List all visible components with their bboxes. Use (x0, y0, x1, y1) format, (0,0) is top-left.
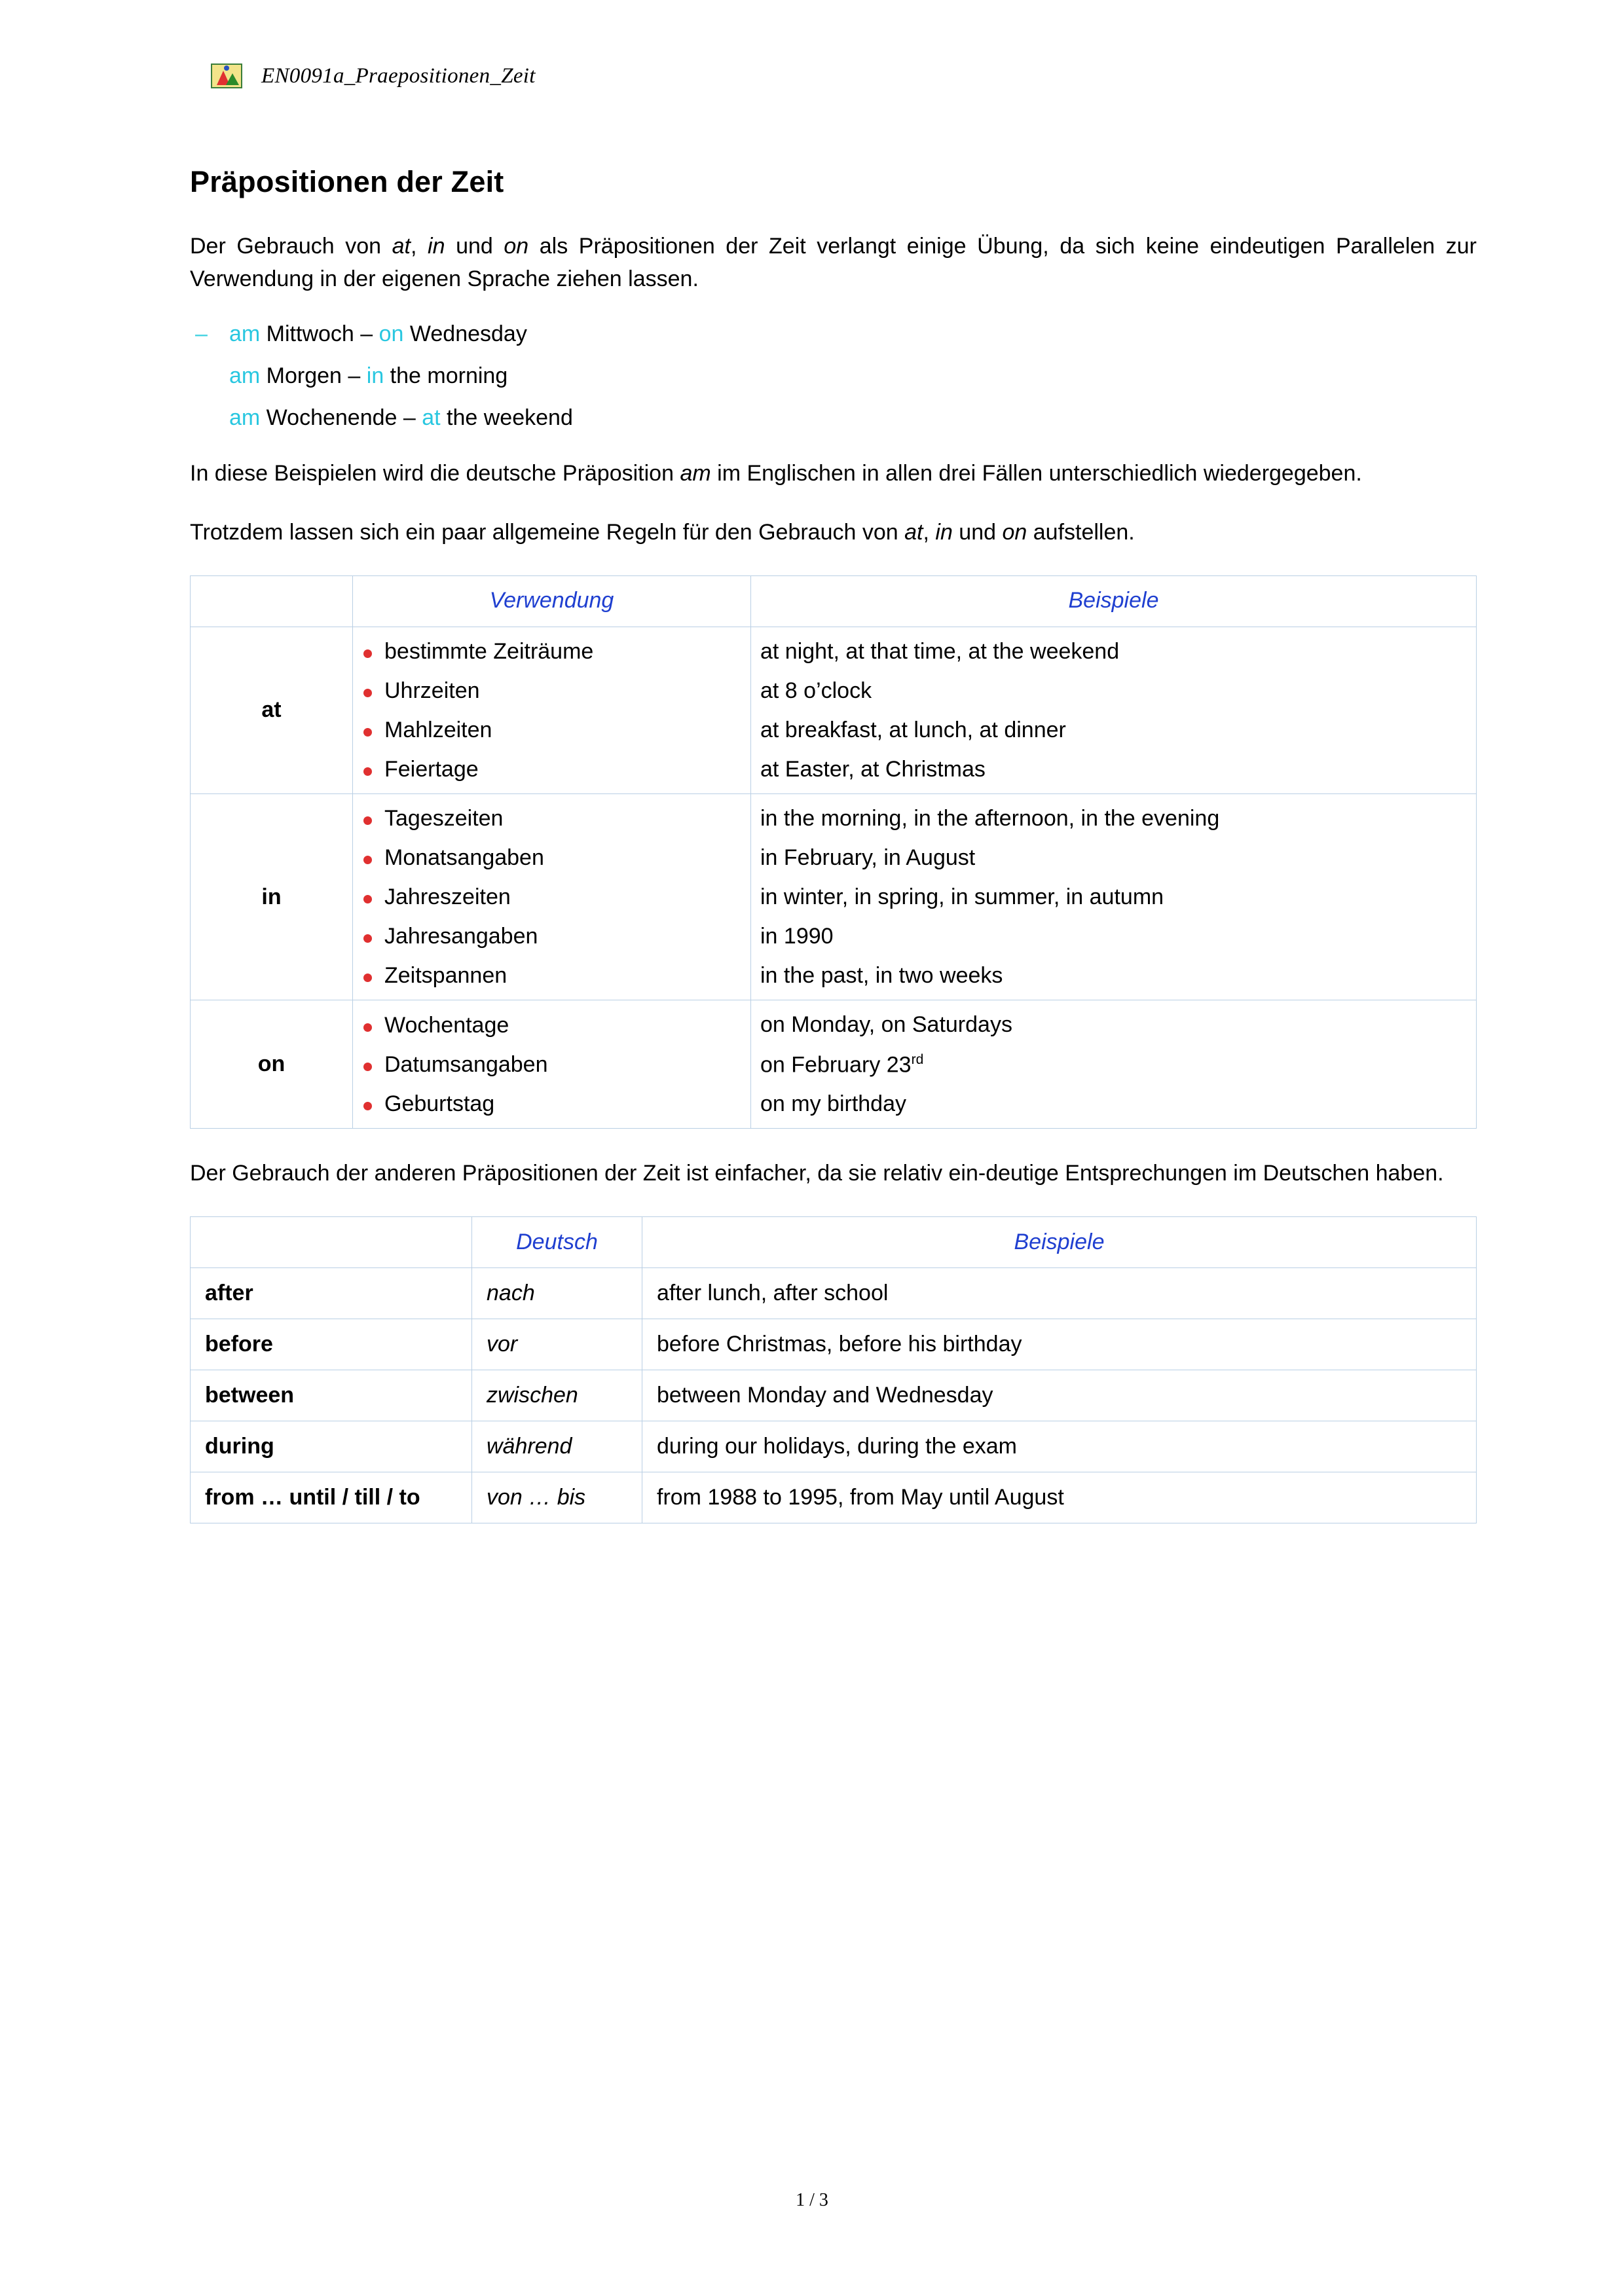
table-row (191, 1000, 1477, 1129)
examples-cell-in (751, 794, 1477, 1000)
usage-cell-in (353, 794, 751, 1000)
list-item (190, 321, 1477, 346)
other-prepositions-table (190, 1216, 1477, 1523)
intro-text-d: als Präpositionen der Zeit verlangt einige Übung, da sich keine eindeutigen Parallelen zur Verwendung in der eigenen Sprache ziehen lassen. (190, 234, 1477, 291)
intro-text-c: und (445, 234, 504, 259)
preposition-example: before Christmas, before his birthday (642, 1319, 1477, 1370)
table-header-row (191, 575, 1477, 627)
preposition-example: between Monday and Wednesday (642, 1370, 1477, 1421)
preposition-example: from 1988 to 1995, from May until August (642, 1472, 1477, 1523)
page-footer: 1 / 3 (796, 2190, 828, 2210)
examples-cell-on (751, 1000, 1477, 1129)
paragraph-two-a: In diese Beispielen wird die deutsche Präposition (190, 461, 680, 486)
table-row (191, 794, 1477, 1000)
usage-cell-on (353, 1000, 751, 1129)
paragraph-three-d: aufstellen. (1027, 520, 1135, 545)
list-item (190, 405, 1477, 430)
table-row (191, 1267, 1477, 1319)
examples-cell-at (751, 627, 1477, 793)
page-content (190, 59, 1477, 1552)
document-file-title: EN0091a_Praepositionen_Zeit (261, 64, 536, 88)
intro-prep-at: at (392, 234, 411, 259)
example-de-prep: am (229, 321, 261, 347)
preposition-german: vor (472, 1319, 642, 1370)
preposition-english: after (191, 1267, 472, 1319)
paragraph-three-on: on (1002, 520, 1027, 545)
example-date-suffix: rd (911, 1051, 924, 1067)
example-list (190, 321, 1477, 430)
list-item: Monatsangaben (353, 845, 750, 870)
example-de-rest: Morgen – (260, 363, 367, 389)
list-item: Uhrzeiten (353, 678, 750, 703)
table-header-empty (191, 575, 353, 627)
prepositions-table (190, 575, 1477, 1129)
list-item: on Monday, on Saturdays (760, 1012, 1012, 1038)
document-header (206, 59, 1477, 93)
example-en-rest: the weekend (440, 405, 573, 431)
list-item: at 8 o’clock (760, 678, 872, 703)
paragraph-two-italic: am (680, 461, 711, 486)
paragraph-two-b: im Englischen in allen drei Fällen unterschiedlich wiedergegeben. (710, 461, 1362, 486)
intro-text-a: Der Gebrauch von (190, 234, 392, 259)
table-header-row (191, 1216, 1477, 1267)
list-item: Jahresangaben (353, 924, 750, 949)
list-item: Jahreszeiten (353, 884, 750, 909)
table-row (191, 1421, 1477, 1472)
usage-cell-at (353, 627, 751, 793)
preposition-example: after lunch, after school (642, 1267, 1477, 1319)
list-item: at night, at that time, at the weekend (760, 638, 1120, 664)
list-item: in February, in August (760, 845, 976, 871)
list-item: Datumsangaben (353, 1052, 750, 1077)
table-row (191, 1370, 1477, 1421)
list-item: bestimmte Zeiträume (353, 639, 750, 664)
preposition-example: during our holidays, during the exam (642, 1421, 1477, 1472)
paragraph-three-a: Trotzdem lassen sich ein paar allgemeine Regeln für den Gebrauch von (190, 520, 905, 545)
preposition-german: zwischen (472, 1370, 642, 1421)
example-en-prep: in (366, 363, 384, 389)
preposition-at: at (191, 627, 353, 793)
table2-header-deutsch: Deutsch (472, 1216, 642, 1267)
example-en-rest: Wednesday (403, 321, 527, 347)
page-title: Präpositionen der Zeit (190, 165, 504, 198)
preposition-german: nach (472, 1267, 642, 1319)
intro-prep-in: in (428, 234, 445, 259)
list-item: at breakfast, at lunch, at dinner (760, 717, 1066, 742)
preposition-english: before (191, 1319, 472, 1370)
preposition-english: from … until / till / to (191, 1472, 472, 1523)
example-en-prep: at (422, 405, 441, 431)
table2-header-empty (191, 1216, 472, 1267)
preposition-english: between (191, 1370, 472, 1421)
example-en-rest: the morning (384, 363, 508, 389)
preposition-english: during (191, 1421, 472, 1472)
paragraph-three-at: at (904, 520, 923, 545)
list-item: Mahlzeiten (353, 718, 750, 742)
intro-prep-on: on (504, 234, 529, 259)
preposition-german: von … bis (472, 1472, 642, 1523)
preposition-german: während (472, 1421, 642, 1472)
list-item (751, 1052, 1476, 1077)
example-de-prep: am (229, 363, 261, 389)
list-item: Zeitspannen (353, 963, 750, 988)
paragraph-two (190, 458, 1477, 490)
paragraph-three-c: und (952, 520, 1003, 545)
paragraph-four: Der Gebrauch der anderen Präpositionen der Zeit ist einfacher, da sie relativ ein-deutige Entsprechungen im Deutschen haben. (190, 1161, 1444, 1186)
table-header-beispiele: Beispiele (751, 575, 1477, 627)
example-de-rest: Wochenende – (260, 405, 422, 431)
example-de-rest: Mittwoch – (260, 321, 379, 347)
list-item: Tageszeiten (353, 806, 750, 831)
intro-text-b: , (411, 234, 428, 259)
preposition-on: on (191, 1000, 353, 1129)
list-item: in winter, in spring, in summer, in autumn (760, 884, 1164, 910)
mountain-logo-icon (206, 59, 247, 93)
list-item: in the morning, in the afternoon, in the evening (760, 806, 1220, 831)
list-item: Feiertage (353, 757, 750, 782)
example-date-main: on February 23 (760, 1051, 912, 1077)
list-item: in the past, in two weeks (760, 963, 1003, 989)
table-row (191, 627, 1477, 793)
table-header-verwendung: Verwendung (353, 575, 751, 627)
list-item: in 1990 (760, 924, 834, 949)
list-item: Geburtstag (353, 1091, 750, 1116)
intro-paragraph (190, 230, 1477, 295)
paragraph-three-in: in (935, 520, 953, 545)
list-item (190, 363, 1477, 388)
paragraph-three-b: , (923, 520, 936, 545)
list-item: on my birthday (760, 1091, 906, 1116)
table-row (191, 1319, 1477, 1370)
example-en-prep: on (378, 321, 404, 347)
paragraph-three (190, 517, 1477, 549)
list-item: at Easter, at Christmas (760, 756, 986, 782)
list-item: Wochentage (353, 1013, 750, 1038)
table-row (191, 1472, 1477, 1523)
preposition-in: in (191, 794, 353, 1000)
table2-header-beispiele: Beispiele (642, 1216, 1477, 1267)
example-de-prep: am (229, 405, 261, 431)
